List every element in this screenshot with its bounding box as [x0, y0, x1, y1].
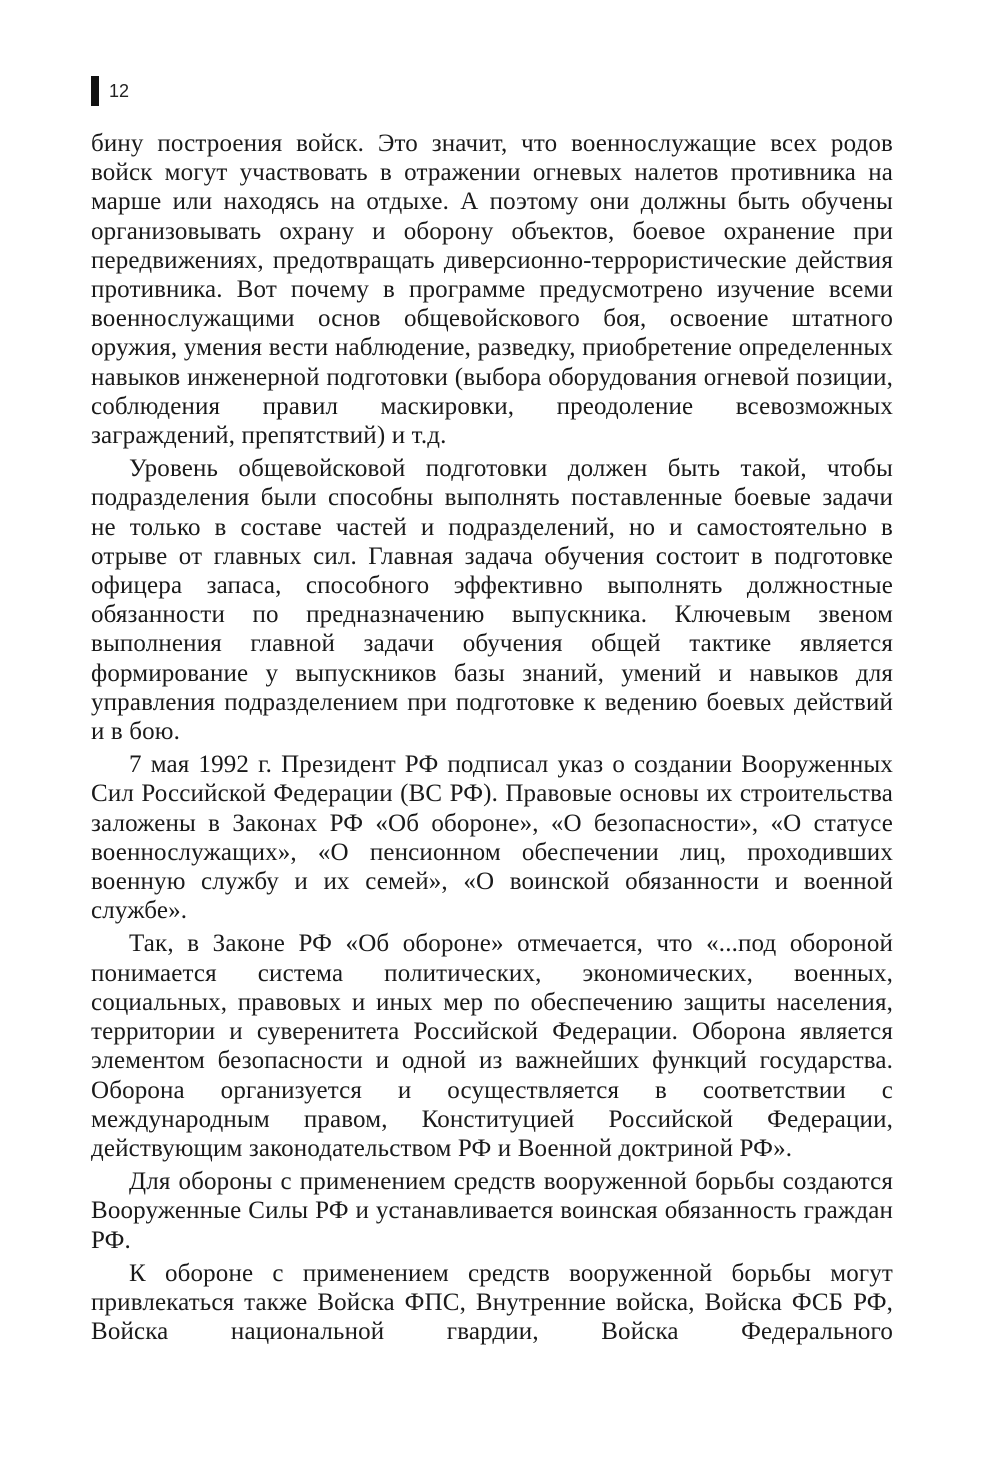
paragraph-continuation: бину построения войск. Это значит, что военнослужащие всех родов войск могут участвовать в отражении огневых налетов противника на марше или находясь на отдыхе. А поэтому они должны быть обучены организовывать охрану и оборону объектов, боевое охранение при передвижениях, предотвращать диверсионно-террористические действия противника. Вот почему в программе предусмотрено изучение всеми военнослужащими основ общевойскового боя, освоение штатного оружия, умения вести наблюдение, разведку, приобретение определенных навыков инженерной подготовки (выбора оборудования огневой позиции, соблюдения правил маскировки, преодоление всевозможных заграждений, препятствий) и т.д. — [91, 130, 893, 450]
paragraph-defense-law: Так, в Законе РФ «Об обороне» отмечается, что «...под обороной понимается система политических, экономических, военных, социальных, правовых и иных мер по обеспечению защиты населения, территории и суверенитета Российской Федерации. Оборона является элементом безопасности и одной из важнейших функций государства. Оборона организуется и осуществляется в соответствии с международным правом, Конституцией Российской Федерации, действующим законодательством РФ и Военной доктриной РФ». — [91, 930, 893, 1162]
page-header — [91, 76, 129, 106]
body-text — [91, 129, 893, 1346]
paragraph-armed-forces: Для обороны с применением средств вооруженной борьбы создаются Вооруженные Силы РФ и устанавливается воинская обязанность граждан РФ. — [91, 1168, 893, 1254]
paragraph-decree-1992: 7 мая 1992 г. Президент РФ подписал указ о создании Вооруженных Сил Российской Федерации (ВС РФ). Правовые основы их строительства заложены в Законах РФ «Об обороне», «О безопасности», «О статусе военнослужащих», «О пенсионном обеспечении лиц, проходивших военную службу и их семей», «О воинской обязанности и военной службе». — [91, 751, 893, 925]
header-bar-marker — [91, 76, 99, 106]
paragraph-other-troops: К обороне с применением средств вооруженной борьбы могут привлекаться также Войска ФПС, Внутренние войска, Войска ФСБ РФ, Войска национальной гвардии, Войска Федерального — [91, 1259, 893, 1346]
page-number: 12 — [109, 81, 130, 101]
paragraph-training-level: Уровень общевойсковой подготовки должен быть такой, чтобы подразделения были способны выполнять поставленные боевые задачи не только в составе частей и подразделений, но и самостоятельно в отрыве от главных сил. Главная задача обучения состоит в подготовке офицера запаса, способного эффективно выполнять должностные обязанности по предназначению выпускника. Ключевым звеном выполнения главной задачи обучения общей тактике является формирование у выпускников базы знаний, умений и навыков для управления подразделением при подготовке к ведению боевых действий и в бою. — [91, 455, 893, 746]
